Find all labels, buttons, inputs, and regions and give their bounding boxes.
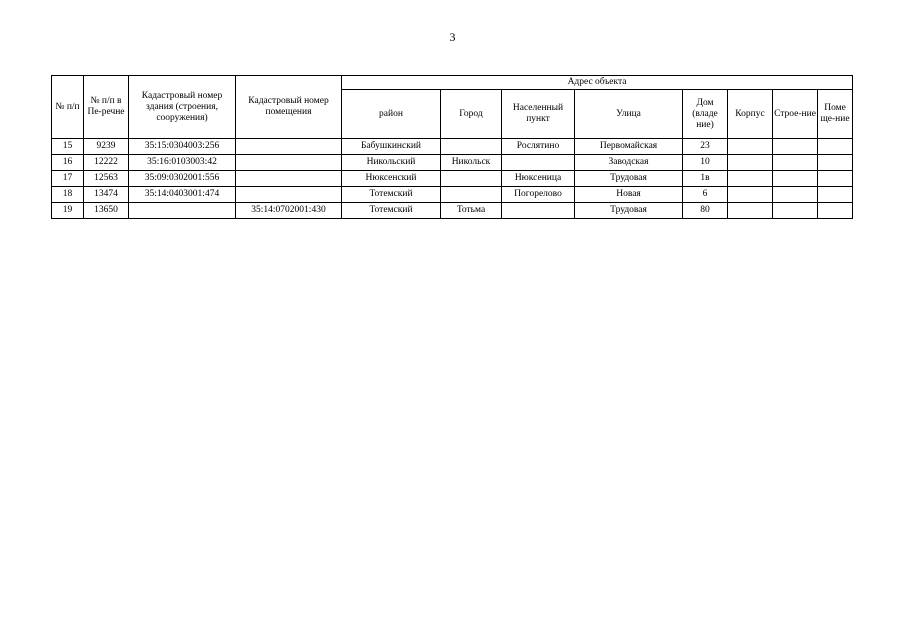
cell-row-num: 17 xyxy=(52,171,84,187)
table-row xyxy=(52,139,853,155)
cell-pomeshchenie xyxy=(818,171,853,187)
header-room-cadastral: Кадастровый номер помещения xyxy=(236,76,342,139)
table-row xyxy=(52,155,853,171)
header-house: Дом (владе ние) xyxy=(683,90,728,139)
cell-building-cadastral: 35:16:0103003:42 xyxy=(129,155,236,171)
cell-pomeshchenie xyxy=(818,155,853,171)
cell-settlement xyxy=(502,203,575,219)
cell-house: 80 xyxy=(683,203,728,219)
cell-room-cadastral xyxy=(236,139,342,155)
cell-street: Заводская xyxy=(575,155,683,171)
cell-list-num: 13474 xyxy=(84,187,129,203)
cell-room-cadastral xyxy=(236,171,342,187)
cell-korpus xyxy=(728,155,773,171)
table-row xyxy=(52,171,853,187)
cell-district: Нюксенский xyxy=(342,171,441,187)
cell-list-num: 12563 xyxy=(84,171,129,187)
table-row xyxy=(52,187,853,203)
cell-street: Первомайская xyxy=(575,139,683,155)
cell-row-num: 16 xyxy=(52,155,84,171)
cell-building-cadastral: 35:09:0302001:556 xyxy=(129,171,236,187)
cell-list-num: 12222 xyxy=(84,155,129,171)
cell-building-cadastral xyxy=(129,203,236,219)
cell-city xyxy=(441,187,502,203)
header-street: Улица xyxy=(575,90,683,139)
cell-row-num: 19 xyxy=(52,203,84,219)
header-address-group: Адрес объекта xyxy=(342,76,853,90)
cell-pomeshchenie xyxy=(818,203,853,219)
cell-building-cadastral: 35:15:0304003:256 xyxy=(129,139,236,155)
cell-street: Трудовая xyxy=(575,171,683,187)
cell-stroenie xyxy=(773,187,818,203)
cell-korpus xyxy=(728,203,773,219)
cell-house: 6 xyxy=(683,187,728,203)
header-row-num: № п/п xyxy=(52,76,84,139)
cell-korpus xyxy=(728,171,773,187)
cell-stroenie xyxy=(773,171,818,187)
cell-city xyxy=(441,139,502,155)
header-district: район xyxy=(342,90,441,139)
header-list-num: № п/п в Пе-речне xyxy=(84,76,129,139)
cell-row-num: 18 xyxy=(52,187,84,203)
cell-korpus xyxy=(728,139,773,155)
cell-city xyxy=(441,171,502,187)
cell-list-num: 9239 xyxy=(84,139,129,155)
header-pomeshchenie: Поме ще-ние xyxy=(818,90,853,139)
header-stroenie: Строе-ние xyxy=(773,90,818,139)
cell-district: Тотемский xyxy=(342,203,441,219)
property-table xyxy=(51,75,853,219)
cell-list-num: 13650 xyxy=(84,203,129,219)
header-settlement: Населенный пункт xyxy=(502,90,575,139)
cell-settlement: Рослятино xyxy=(502,139,575,155)
table-row xyxy=(52,203,853,219)
cell-settlement: Погорелово xyxy=(502,187,575,203)
cell-pomeshchenie xyxy=(818,139,853,155)
cell-city: Никольск xyxy=(441,155,502,171)
cell-district: Никольский xyxy=(342,155,441,171)
cell-house: 1в xyxy=(683,171,728,187)
cell-building-cadastral: 35:14:0403001:474 xyxy=(129,187,236,203)
cell-stroenie xyxy=(773,203,818,219)
header-korpus: Корпус xyxy=(728,90,773,139)
cell-settlement xyxy=(502,155,575,171)
cell-district: Бабушкинский xyxy=(342,139,441,155)
cell-street: Новая xyxy=(575,187,683,203)
cell-house: 23 xyxy=(683,139,728,155)
cell-room-cadastral xyxy=(236,187,342,203)
cell-row-num: 15 xyxy=(52,139,84,155)
page-number: 3 xyxy=(449,30,456,44)
cell-city: Тотьма xyxy=(441,203,502,219)
header-city: Город xyxy=(441,90,502,139)
cell-korpus xyxy=(728,187,773,203)
cell-street: Трудовая xyxy=(575,203,683,219)
cell-room-cadastral: 35:14:0702001:430 xyxy=(236,203,342,219)
cell-pomeshchenie xyxy=(818,187,853,203)
cell-room-cadastral xyxy=(236,155,342,171)
cell-stroenie xyxy=(773,139,818,155)
cell-district: Тотемский xyxy=(342,187,441,203)
cell-stroenie xyxy=(773,155,818,171)
cell-settlement: Нюксеница xyxy=(502,171,575,187)
header-building-cadastral: Кадастровый номер здания (строения, сооружения) xyxy=(129,76,236,139)
cell-house: 10 xyxy=(683,155,728,171)
